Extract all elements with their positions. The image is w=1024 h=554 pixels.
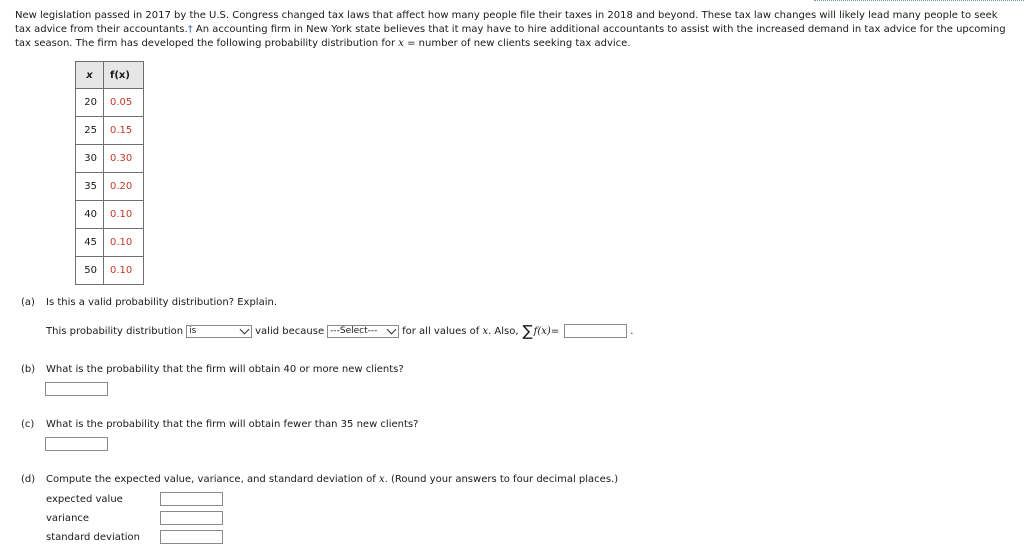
question-b bbox=[21, 364, 404, 375]
fx-value: 0.10 bbox=[104, 257, 144, 285]
std-dev-input[interactable] bbox=[160, 530, 223, 544]
x-value: 50 bbox=[76, 257, 104, 285]
sigma-symbol: ∑ bbox=[522, 322, 533, 340]
x-value: 30 bbox=[76, 145, 104, 173]
header-fx: f(x) bbox=[104, 62, 144, 89]
question-d-variable: x bbox=[378, 474, 385, 485]
table-row bbox=[76, 89, 144, 117]
fx-value: 0.20 bbox=[104, 173, 144, 201]
reason-select[interactable] bbox=[327, 325, 399, 338]
top-dotted-border bbox=[814, 0, 1024, 1]
fx-value: 0.10 bbox=[104, 201, 144, 229]
variance-input[interactable] bbox=[160, 511, 223, 525]
chevron-down-icon bbox=[387, 325, 397, 335]
fx-value: 0.30 bbox=[104, 145, 144, 173]
answer-a-line bbox=[46, 324, 633, 338]
question-a-label: (a) bbox=[21, 297, 35, 308]
question-a bbox=[21, 297, 277, 308]
table-row bbox=[76, 201, 144, 229]
question-d-label: (d) bbox=[21, 474, 36, 485]
fx-value: 0.10 bbox=[104, 229, 144, 257]
answer-a-mid: valid because bbox=[255, 325, 325, 337]
table-row bbox=[76, 145, 144, 173]
validity-select-value: is bbox=[189, 326, 197, 336]
sum-equals: = bbox=[550, 325, 560, 337]
expected-value-input[interactable] bbox=[160, 492, 223, 506]
table-row bbox=[76, 257, 144, 285]
question-d bbox=[21, 474, 618, 485]
question-a-text: Is this a valid probability distribution? Explain. bbox=[46, 297, 277, 308]
expected-value-label: expected value bbox=[46, 494, 123, 505]
intro-variable: x bbox=[398, 38, 404, 49]
problem-intro bbox=[15, 9, 1015, 51]
question-c-label: (c) bbox=[21, 419, 35, 430]
reason-select-value: ---Select--- bbox=[330, 326, 378, 336]
x-value: 45 bbox=[76, 229, 104, 257]
x-value: 20 bbox=[76, 89, 104, 117]
table-row bbox=[76, 117, 144, 145]
answer-a-variable: x bbox=[482, 325, 489, 337]
question-d-text-pre: Compute the expected value, variance, and standard deviation of bbox=[46, 474, 379, 485]
table-header-row bbox=[76, 62, 144, 89]
answer-a-also: . Also, bbox=[488, 325, 519, 337]
fx-value: 0.05 bbox=[104, 89, 144, 117]
intro-text-3: = number of new clients seeking tax advice. bbox=[403, 38, 631, 49]
fx-value: 0.15 bbox=[104, 117, 144, 145]
sum-fx: f(x) bbox=[533, 325, 551, 337]
question-c-text: What is the probability that the firm will obtain fewer than 35 new clients? bbox=[46, 419, 419, 430]
x-value: 35 bbox=[76, 173, 104, 201]
x-value: 40 bbox=[76, 201, 104, 229]
std-dev-label: standard deviation bbox=[46, 532, 141, 543]
intro-text-2: An accounting firm in New York state believes that it may have to hire additional accountants to assist with the increased demand in tax advice for the upcoming tax season. The firm has developed the following probability distribution for bbox=[15, 24, 1006, 49]
answer-a-suffix: for all values of bbox=[402, 325, 480, 337]
answer-b-input[interactable] bbox=[45, 382, 108, 396]
x-value: 25 bbox=[76, 117, 104, 145]
sum-input[interactable] bbox=[564, 324, 627, 338]
question-c bbox=[21, 419, 418, 430]
table-row bbox=[76, 173, 144, 201]
question-d-text-post: . (Round your answers to four decimal places.) bbox=[384, 474, 619, 485]
variance-label: variance bbox=[46, 513, 90, 524]
validity-select[interactable] bbox=[186, 325, 252, 338]
header-x: x bbox=[76, 62, 104, 89]
intro-text-1: New legislation passed in 2017 by the U.S. Congress changed tax laws that affect how many people file their taxes in 2018 and beyond. These tax law changes will likely lead many people to seek tax advice from their accountants. bbox=[15, 10, 998, 35]
chevron-down-icon bbox=[240, 325, 250, 335]
answer-c-input[interactable] bbox=[45, 437, 108, 451]
table-row bbox=[76, 229, 144, 257]
sum-period: . bbox=[630, 325, 634, 337]
probability-table bbox=[75, 61, 144, 285]
question-b-label: (b) bbox=[21, 364, 36, 375]
question-b-text: What is the probability that the firm will obtain 40 or more new clients? bbox=[46, 364, 404, 375]
footnote-dagger-link[interactable]: † bbox=[187, 24, 193, 35]
answer-a-prefix: This probability distribution bbox=[46, 325, 184, 337]
